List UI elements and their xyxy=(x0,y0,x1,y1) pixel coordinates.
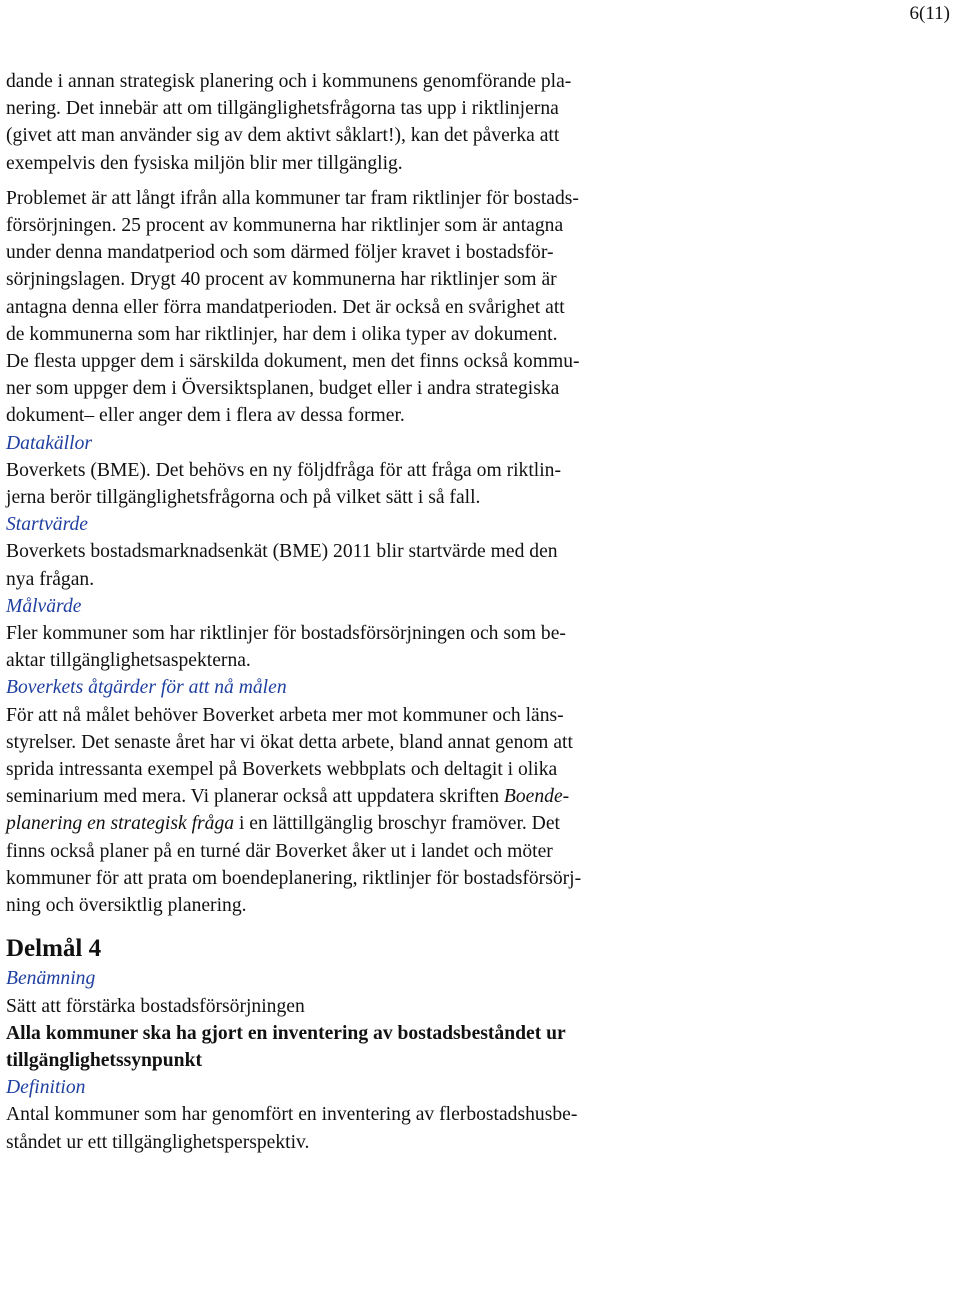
intro-paragraph-2: Problemet är att långt ifrån alla kommuner tar fram riktlinjer för bostads- försörjningen. 25 procent av kommunerna har riktlinjer som är antagna under denna mandatperiod och som därmed följer kravet i bostadsför- sörjningslagen. Drygt 40 procent av kommunerna har riktlinjer som är antagna denna eller förra mandatperioden. Det är också en svårighet att de kommunerna som har riktlinjer, har dem i olika typer av dokument. De flesta uppger dem i särskilda dokument, men det finns också kommu- ner som uppger dem i Översiktsplanen, budget eller i andra strategiska dokument– eller anger dem i flera av dessa former. xyxy=(6,187,580,427)
atgarder-text-after: i en lättillgänglig broschyr framöver. Det finns också planer på en turné där Boverket åker ut i landet och möter kommuner för att prata om boendeplanering, riktlinjer för bostadsförsörj- ning och översiktlig planering. xyxy=(6,813,582,917)
startvarde-heading: Startvärde xyxy=(6,514,88,536)
publication-title: Boende- planering en strategisk fråga xyxy=(6,786,570,835)
datakallor-heading: Datakällor xyxy=(6,432,92,454)
malvarde-text: Fler kommuner som har riktlinjer för bostadsförsörjningen och som be- aktar tillgänglighetsaspekterna. xyxy=(6,623,566,672)
intro-paragraph-1: dande i annan strategisk planering och i kommunens genomförande pla- nering. Det innebär att om tillgänglighetsfrågorna tas upp i riktlinjerna (givet att man använder sig av dem aktivt såklart!), kan det påverka att exempelvis den fysiska miljön blir mer tillgänglig. xyxy=(6,71,572,174)
delmal-title: Delmål 4 xyxy=(6,935,102,963)
malvarde-heading: Målvärde xyxy=(6,595,82,617)
document-body xyxy=(6,68,696,1156)
definition-text: Antal kommuner som har genomfört en inventering av flerbostadshusbe- ståndet ur ett tillgänglighetsperspektiv. xyxy=(6,1104,578,1153)
benamning-text: Sätt att förstärka bostadsförsörjningen xyxy=(6,995,305,1017)
datakallor-text: Boverkets (BME). Det behövs en ny följdfråga för att fråga om riktlin- jerna berör tillgänglighetsfrågorna och på vilket sätt i så fall. xyxy=(6,459,561,509)
startvarde-text: Boverkets bostadsmarknadsenkät (BME) 2011 blir startvärde med den nya frågan. xyxy=(6,541,558,590)
atgarder-text xyxy=(6,702,696,920)
atgarder-heading: Boverkets åtgärder för att nå målen xyxy=(6,677,287,699)
definition-heading: Definition xyxy=(6,1077,86,1099)
goal-statement: Alla kommuner ska ha gjort en inventering av bostadsbeståndet ur tillgänglighetssynpunkt xyxy=(6,1022,566,1071)
benamning-heading: Benämning xyxy=(6,968,96,990)
atgarder-text-before: För att nå målet behöver Boverket arbeta mer mot kommuner och läns- styrelser. Det senaste året har vi ökat detta arbete, bland annat genom att sprida intressanta exempel på Boverkets webbplats och deltagit i olika seminarium med mera. Vi planerar också att uppdatera skriften xyxy=(6,704,573,808)
page-number: 6(11) xyxy=(909,3,950,24)
